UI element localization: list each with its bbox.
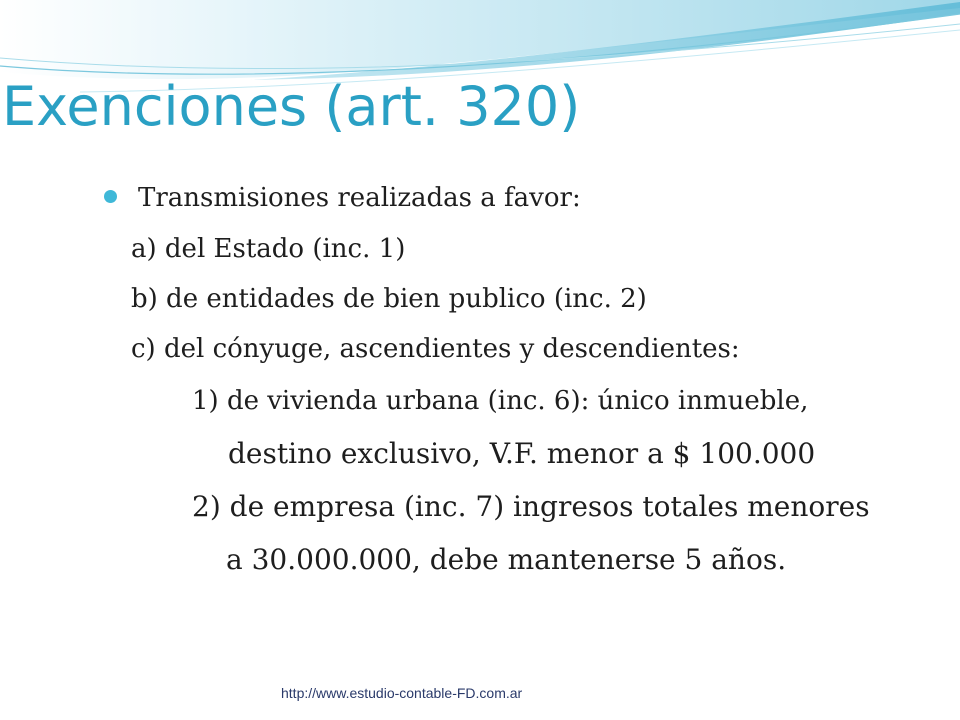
body-line-b: b) de entidades de bien publico (inc. 2): [131, 284, 647, 314]
body-line-c2: 2) de empresa (inc. 7) ingresos totales menores: [192, 490, 870, 523]
body-line-c1: 1) de vivienda urbana (inc. 6): único inmueble,: [192, 386, 809, 416]
body-line-c2-cont: a 30.000.000, debe mantenerse 5 años.: [226, 543, 787, 576]
bullet-text: Transmisiones realizadas a favor:: [138, 183, 581, 213]
body-line-c: c) del cónyuge, ascendientes y descendientes:: [131, 334, 740, 364]
footer-url: http://www.estudio-contable-FD.com.ar: [281, 685, 523, 701]
body-line-a: a) del Estado (inc. 1): [131, 234, 406, 264]
body-line-c1-cont: destino exclusivo, V.F. menor a $ 100.000: [228, 437, 816, 470]
bullet-dot-icon: [104, 190, 117, 203]
slide-title: Exenciones (art. 320): [2, 75, 581, 138]
